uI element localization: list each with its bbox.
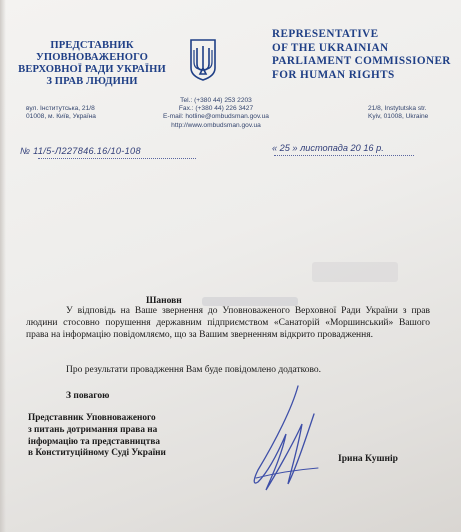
- address-line: вул. Інститутська, 21/8: [26, 105, 95, 112]
- address-line: 01008, м. Київ, Україна: [26, 113, 96, 121]
- header-left-title: [12, 40, 172, 88]
- contact-line: E-mail: hotline@ombudsman.gov.ua: [163, 113, 269, 121]
- header-right-line: OF THE UKRAINIAN: [272, 41, 389, 54]
- paper-edge-shadow: [0, 0, 6, 532]
- registration-number: № 11/5-Л227846.16/10-108: [20, 146, 141, 156]
- header-right-line: FOR HUMAN RIGHTS: [272, 68, 395, 81]
- registration-number-line: [38, 158, 196, 159]
- address-line: Kyiv, 01008, Ukraine: [368, 113, 429, 121]
- header-left-line: ПРЕДСТАВНИК: [50, 40, 134, 51]
- contact-line: Fax.: (+380 44) 226 3427: [178, 105, 254, 113]
- signatory-title-line: з питань дотримання права на: [28, 424, 158, 435]
- header-right-line: REPRESENTATIVE: [272, 28, 379, 40]
- body-paragraph-1: У відповідь на Ваше звернення до Уповноваженого Верховної Ради України з прав людини стосовно порушення державним підприємством «Санаторій «Моршинський» Вашого права на інформацію повідомляємо, що за Вашим зверненням відкрито провадження.: [26, 306, 430, 340]
- closing: З повагою: [66, 391, 110, 401]
- header-left-line: ВЕРХОВНОЇ РАДИ УКРАЇНИ: [18, 64, 166, 75]
- signatory-title-line: в Конституційному Суді України: [28, 448, 166, 459]
- registration-date: « 25 » листопада 20 16 р.: [272, 143, 384, 153]
- header-left-line: УПОВНОВАЖЕНОГО: [36, 52, 148, 63]
- handwritten-signature: [236, 378, 346, 498]
- contact-line: Tel.: (+380 44) 253 2203: [180, 97, 252, 104]
- header-right-line: PARLIAMENT COMMISSIONER: [272, 55, 451, 68]
- address-left: [26, 105, 96, 121]
- signatory-title: [28, 413, 228, 460]
- trident-emblem-icon: [188, 38, 218, 82]
- signatory-title-line: інформацію та представництва: [28, 436, 161, 447]
- greeting: Шановн: [146, 296, 182, 306]
- contact-line: http://www.ombudsman.gov.ua: [171, 121, 261, 129]
- address-line: 21/8, Instytutska str.: [368, 105, 427, 112]
- body-paragraph-2: Про результати провадження Вам буде повідомлено додатково.: [66, 365, 322, 375]
- address-right: [368, 105, 428, 121]
- redacted-name: [202, 297, 298, 306]
- header-left-line: З ПРАВ ЛЮДИНИ: [46, 76, 138, 87]
- signatory-name: Ірина Кушнір: [338, 454, 398, 464]
- signatory-title-line: Представник Уповноваженого: [28, 413, 156, 423]
- registration-date-line: [274, 155, 414, 156]
- redacted-addressee: [312, 262, 398, 282]
- contact-block: [156, 97, 276, 130]
- header-right-title: [272, 28, 461, 82]
